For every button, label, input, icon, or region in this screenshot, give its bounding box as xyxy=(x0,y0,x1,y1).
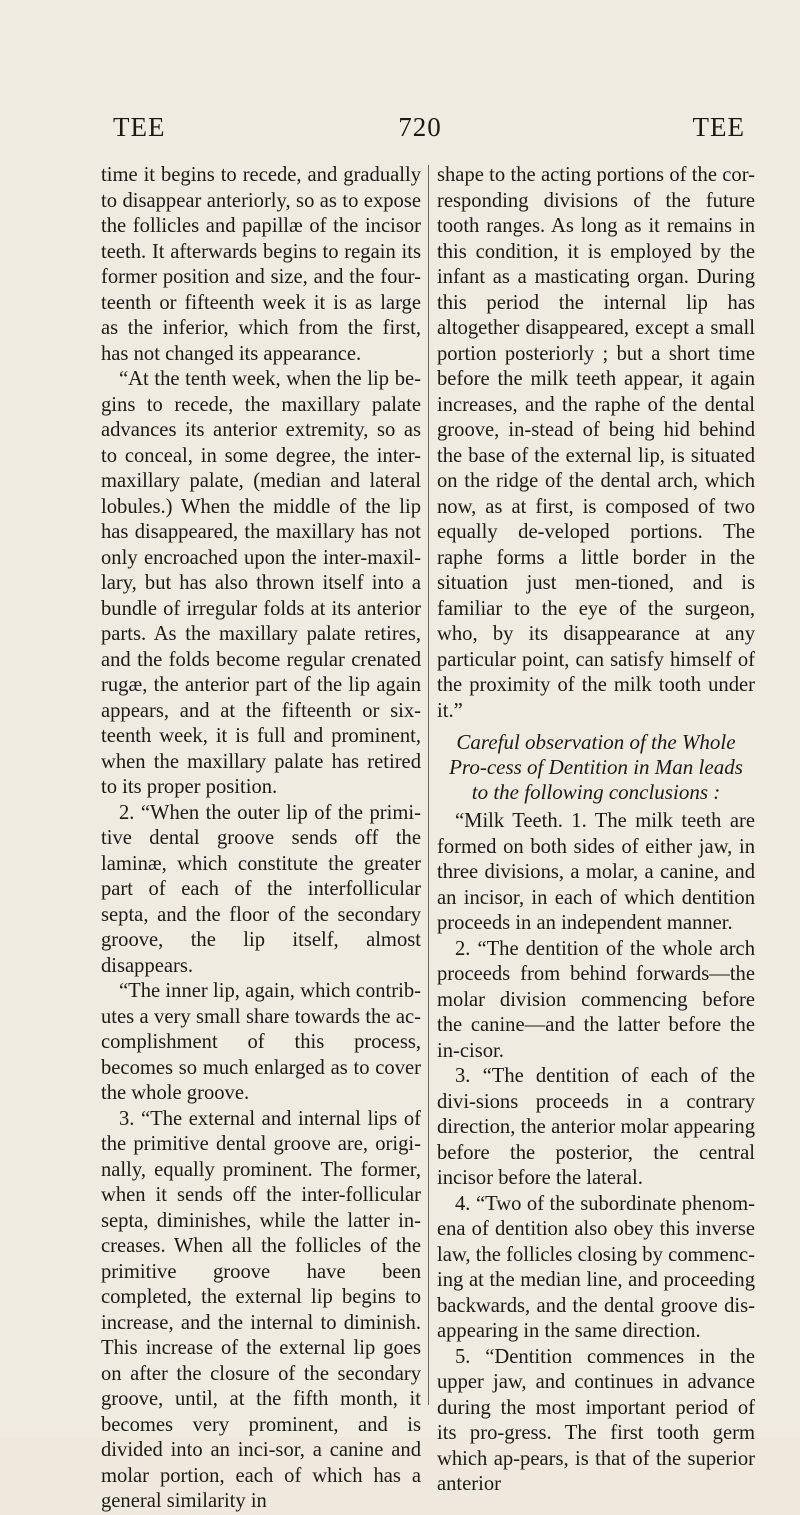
paragraph: “The inner lip, again, which contrib-utes a very small share towards the ac-complishment of this process, becomes so much enlarged as to cover the whole groove. xyxy=(101,980,421,1104)
right-column xyxy=(437,163,755,1498)
paragraph: shape to the acting portions of the cor-responding divisions of the future tooth ranges. As long as it remains in this condition, it is employed by the infant as a masticating organ. During this period the internal lip has altogether disappeared, except a small portion posteriorly ; but a short time before the milk teeth appear, it again increases, and the raphe of the dental groove, in-stead of being hid behind the base of the external lip, is situated on the ridge of the dental arch, which now, as at first, is composed of two equally de-veloped portions. The raphe forms a little border in the situation just men-tioned, and is familiar to the eye of the surgeon, who, by its disappearance at any particular point, can satisfy himself of the proximity of the milk tooth under it.” xyxy=(437,164,755,722)
column-divider xyxy=(428,165,429,1405)
numbered-paragraph: “Milk Teeth. 1. The milk teeth are formed on both sides of either jaw, in three divisions, a molar, a canine, and an incisor, in each of which dentition proceeds in an independent manner. xyxy=(437,810,755,934)
paragraph: 2. “When the outer lip of the primi-tive dental groove sends off the laminæ, which constitute the greater part of each of the interfollicular septa, and the floor of the secondary groove, the lip itself, almost disappears. xyxy=(101,801,421,977)
paragraph: 3. “The external and internal lips of the primitive dental groove are, origi-nally, equally prominent. The former, when it sends off the inter-follicular septa, diminishes, while the latter in-creases. When all the follicles of the primitive groove have been completed, the external lip begins to increase, and the internal to diminish. This increase of the external lip goes on after the closure of the secondary groove, until, at the fifth month, it becomes very prominent, and is divided into an inci-sor, a canine and molar portion, each of which has a general similarity in xyxy=(101,1107,421,1512)
running-header xyxy=(95,112,745,148)
left-column xyxy=(101,163,421,1515)
numbered-paragraph: 3. “The dentition of each of the divi-sions proceeds in a contrary direction, the anterior molar appearing before the posterior, the central incisor before the lateral. xyxy=(437,1065,755,1189)
numbered-paragraph: 2. “The dentition of the whole arch proceeds from behind forwards—the molar division commencing before the canine—and the latter before the in-cisor. xyxy=(437,937,755,1062)
numbered-paragraph: 4. “Two of the subordinate phenom-ena of dentition also obey this inverse law, the follicles closing by commenc-ing at the median line, and proceeding backwards, and the dental groove dis-appearing in the same direction. xyxy=(437,1192,755,1342)
header-left-word: TEE xyxy=(113,112,166,142)
paragraph: “At the tenth week, when the lip be-gins to recede, the maxillary palate advances its anterior extremity, so as to conceal, in some degree, the inter-maxillary palate, (median and lateral lobules.) When the middle of the lip has disappeared, the maxillary has not only encroached upon the inter-maxil-lary, but has also thrown itself into a bundle of irregular folds at its anterior parts. As the maxillary palate retires, and the folds become regular crenated rugæ, the anterior part of the lip again appears, and at the fifteenth or six-teenth week, it is full and prominent, when the maxillary palate has retired to its proper position. xyxy=(101,368,421,798)
section-heading: Careful observation of the Whole Pro-cess of Dentition in Man leads to the following conclusions : xyxy=(449,730,743,804)
page-number: 720 xyxy=(398,112,442,142)
paragraph: time it begins to recede, and gradually to disappear anteriorly, so as to expose the follicles and papillæ of the incisor teeth. It afterwards begins to regain its former position and size, and the four-teenth or fifteenth week it is as large as the inferior, which from the first, has not changed its appearance. xyxy=(101,164,421,365)
numbered-paragraph: 5. “Dentition commences in the upper jaw, and continues in advance during the most important period of its pro-gress. The first tooth germ which ap-pears, is that of the superior anterior xyxy=(437,1345,755,1495)
header-right-word: TEE xyxy=(692,112,745,142)
